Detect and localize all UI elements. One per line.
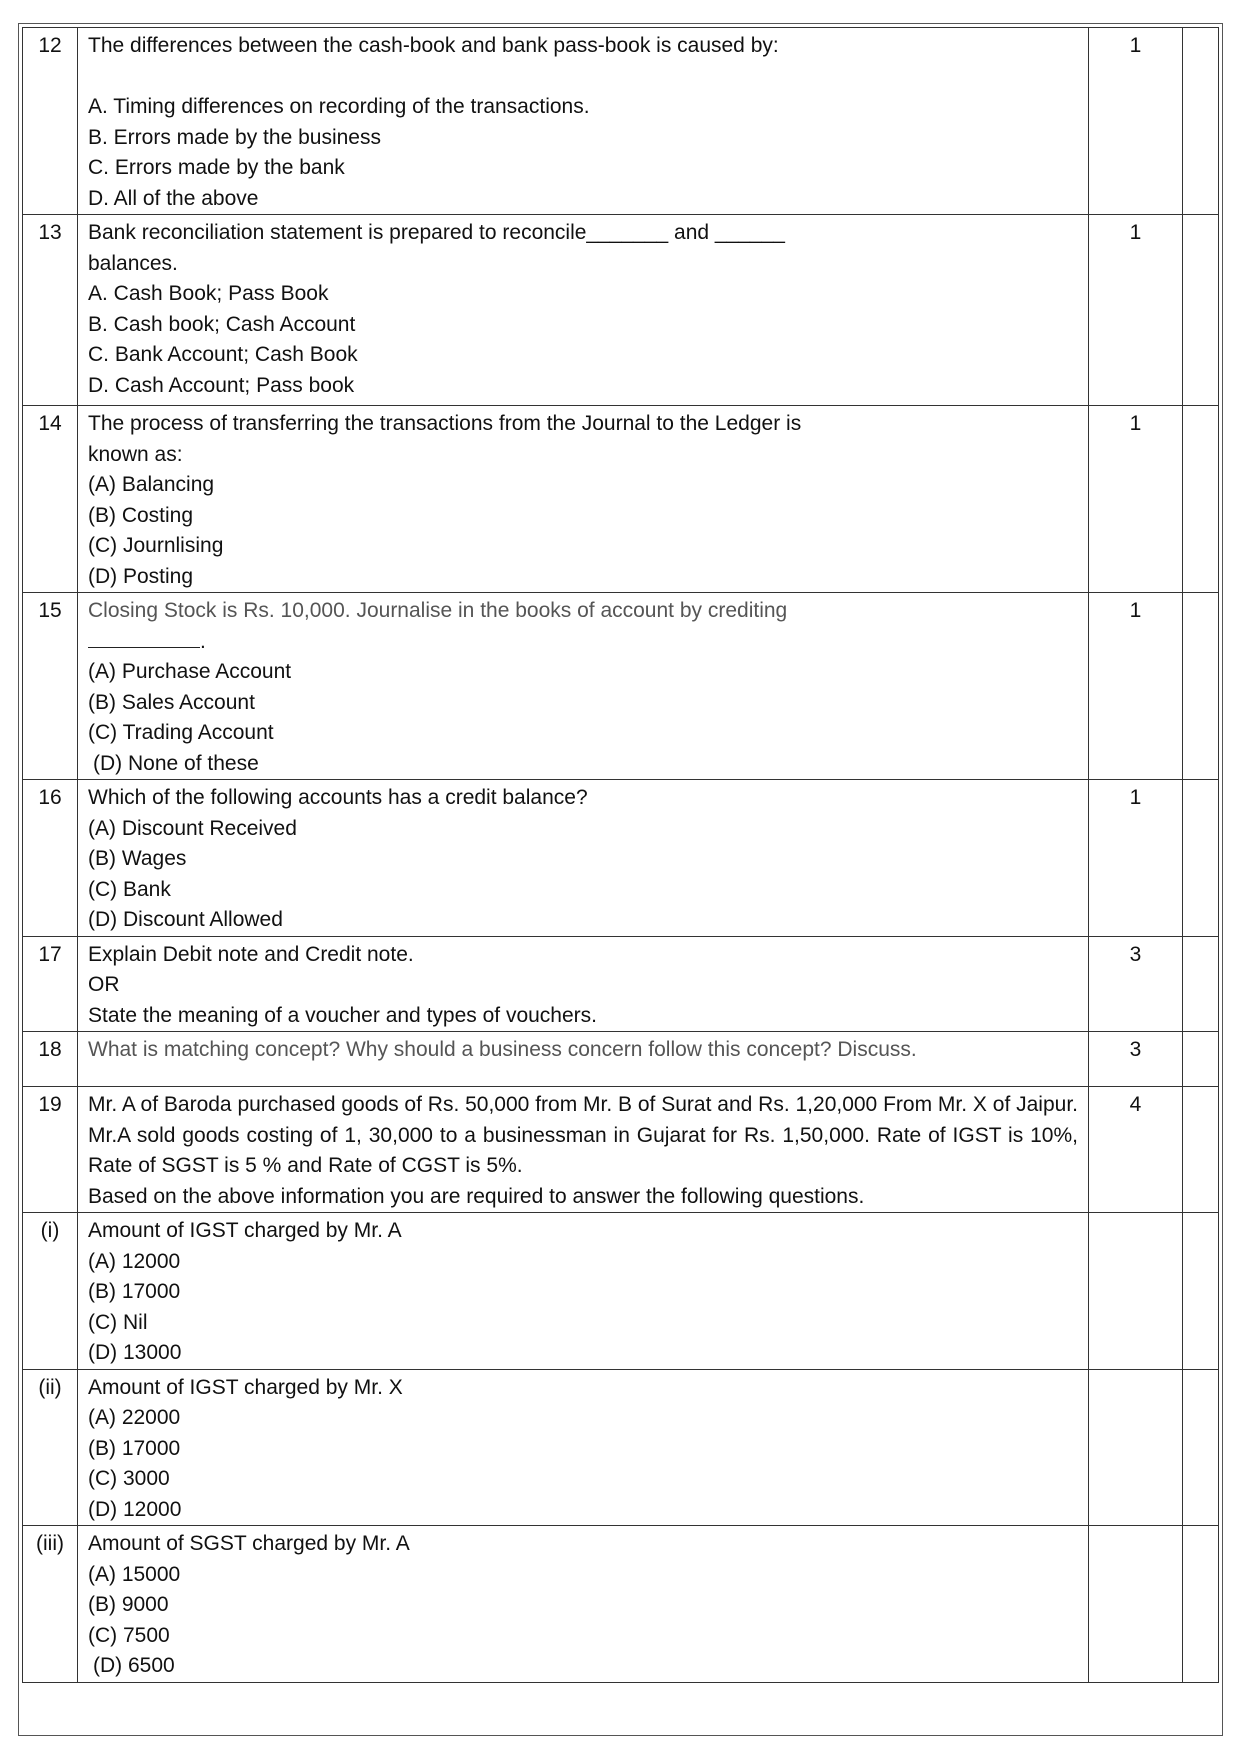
question-stem: The differences between the cash-book and bank pass-book is caused by: [88, 34, 779, 57]
option: (C) Bank [88, 877, 171, 901]
option: (B) Costing [88, 503, 194, 527]
marks [1089, 1526, 1183, 1683]
marks: 3 [1089, 1032, 1183, 1087]
question-stem: Based on the above information you are required to answer the following questions. [88, 1184, 865, 1208]
option: (B) 17000 [88, 1436, 181, 1460]
option: (D) Discount Allowed [88, 908, 283, 931]
option: (B) Wages [88, 847, 187, 870]
question-row-19 [23, 1087, 1219, 1213]
option: (A) Purchase Account [88, 660, 292, 683]
option: D. All of the above [88, 186, 259, 210]
subquestion-row-ii [23, 1369, 1219, 1526]
marks: 1 [1089, 780, 1183, 937]
question-stem: known as: [88, 442, 183, 466]
option: (D) Posting [88, 564, 194, 588]
question-text [78, 936, 1089, 1032]
question-number: 12 [23, 28, 78, 215]
option: (A) 12000 [88, 1249, 181, 1273]
option: B. Errors made by the business [88, 125, 381, 149]
option: (D) 6500 [93, 1654, 175, 1677]
question-text [78, 1526, 1089, 1683]
question-number: 16 [23, 780, 78, 937]
or-separator: OR [88, 973, 120, 996]
marks: 1 [1089, 593, 1183, 780]
question-number: 15 [23, 593, 78, 780]
option: (D) 12000 [88, 1497, 182, 1521]
option: (B) 17000 [88, 1280, 181, 1303]
option: C. Errors made by the bank [88, 156, 345, 179]
question-number: (ii) [23, 1369, 78, 1526]
option: A. Cash Book; Pass Book [88, 282, 329, 305]
option: (C) Trading Account [88, 721, 274, 744]
option: (A) 22000 [88, 1406, 181, 1429]
question-number: 17 [23, 936, 78, 1032]
subquestion-row-i [23, 1213, 1219, 1370]
option: (B) 9000 [88, 1593, 169, 1616]
question-row-14 [23, 406, 1219, 593]
marks: 1 [1089, 28, 1183, 215]
question-stem: Amount of SGST charged by Mr. A [88, 1532, 410, 1555]
question-stem: Amount of IGST charged by Mr. X [88, 1375, 403, 1399]
option: (C) 3000 [88, 1467, 170, 1490]
question-row-16 [23, 780, 1219, 937]
marks: 1 [1089, 215, 1183, 406]
question-number: 19 [23, 1087, 78, 1213]
question-text [78, 406, 1089, 593]
question-table [22, 27, 1219, 1683]
question-number: (i) [23, 1213, 78, 1370]
question-text [78, 780, 1089, 937]
answer-blank: . [88, 627, 1078, 658]
question-stem: balances. [88, 251, 178, 275]
option: (C) Journlising [88, 534, 224, 557]
question-stem: What is matching concept? Why should a business concern follow this concept? Discuss. [88, 1038, 917, 1061]
question-text [78, 215, 1089, 406]
marks [1089, 1213, 1183, 1370]
question-text [78, 1213, 1089, 1370]
question-text [78, 1032, 1089, 1087]
question-stem: Which of the following accounts has a credit balance? [88, 786, 588, 809]
question-text [78, 1369, 1089, 1526]
question-row-15 [23, 593, 1219, 780]
question-row-18 [23, 1032, 1219, 1087]
option: A. Timing differences on recording of the transactions. [88, 95, 590, 118]
question-stem: Mr. A of Baroda purchased goods of Rs. 50,000 from Mr. B of Surat and Rs. 1,20,000 From Mr. X of Jaipur. Mr.A sold goods costing of 1, 30,000 to a businessman in Gujarat for Rs. 1,50,000. Rate of IGST is 10%, Rate of SGST is 5 % and Rate of CGST is 5%. [88, 1093, 1078, 1177]
option: C. Bank Account; Cash Book [88, 343, 358, 366]
subquestion-row-iii [23, 1526, 1219, 1683]
marks: 1 [1089, 406, 1183, 593]
marks: 3 [1089, 936, 1183, 1032]
option: (C) 7500 [88, 1623, 170, 1647]
question-row-17 [23, 936, 1219, 1032]
question-text [78, 28, 1089, 215]
question-stem: Explain Debit note and Credit note. [88, 942, 414, 966]
question-text [78, 1087, 1089, 1213]
question-number: 13 [23, 215, 78, 406]
option: (A) Balancing [88, 473, 215, 496]
option: (C) Nil [88, 1310, 148, 1334]
option: (D) None of these [93, 751, 259, 775]
option: (D) 13000 [88, 1341, 182, 1364]
question-stem: The process of transferring the transactions from the Journal to the Ledger is [88, 412, 802, 435]
question-stem: Amount of IGST charged by Mr. A [88, 1219, 402, 1242]
option: (B) Sales Account [88, 690, 255, 714]
question-stem: Bank reconciliation statement is prepared to reconcile_______ and ______ [88, 221, 785, 244]
question-stem: Closing Stock is Rs. 10,000. Journalise in the books of account by crediting [88, 599, 788, 622]
option: (A) Discount Received [88, 816, 297, 840]
question-row-12 [23, 28, 1219, 215]
option: D. Cash Account; Pass book [88, 373, 355, 397]
blank-underline [88, 629, 200, 648]
option: (A) 15000 [88, 1562, 181, 1586]
question-stem: State the meaning of a voucher and types of vouchers. [88, 1003, 597, 1027]
question-row-13 [23, 215, 1219, 406]
question-number: 18 [23, 1032, 78, 1087]
question-text [78, 593, 1089, 780]
question-number: (iii) [23, 1526, 78, 1683]
marks [1089, 1369, 1183, 1526]
option: B. Cash book; Cash Account [88, 312, 356, 336]
question-number: 14 [23, 406, 78, 593]
marks: 4 [1089, 1087, 1183, 1213]
